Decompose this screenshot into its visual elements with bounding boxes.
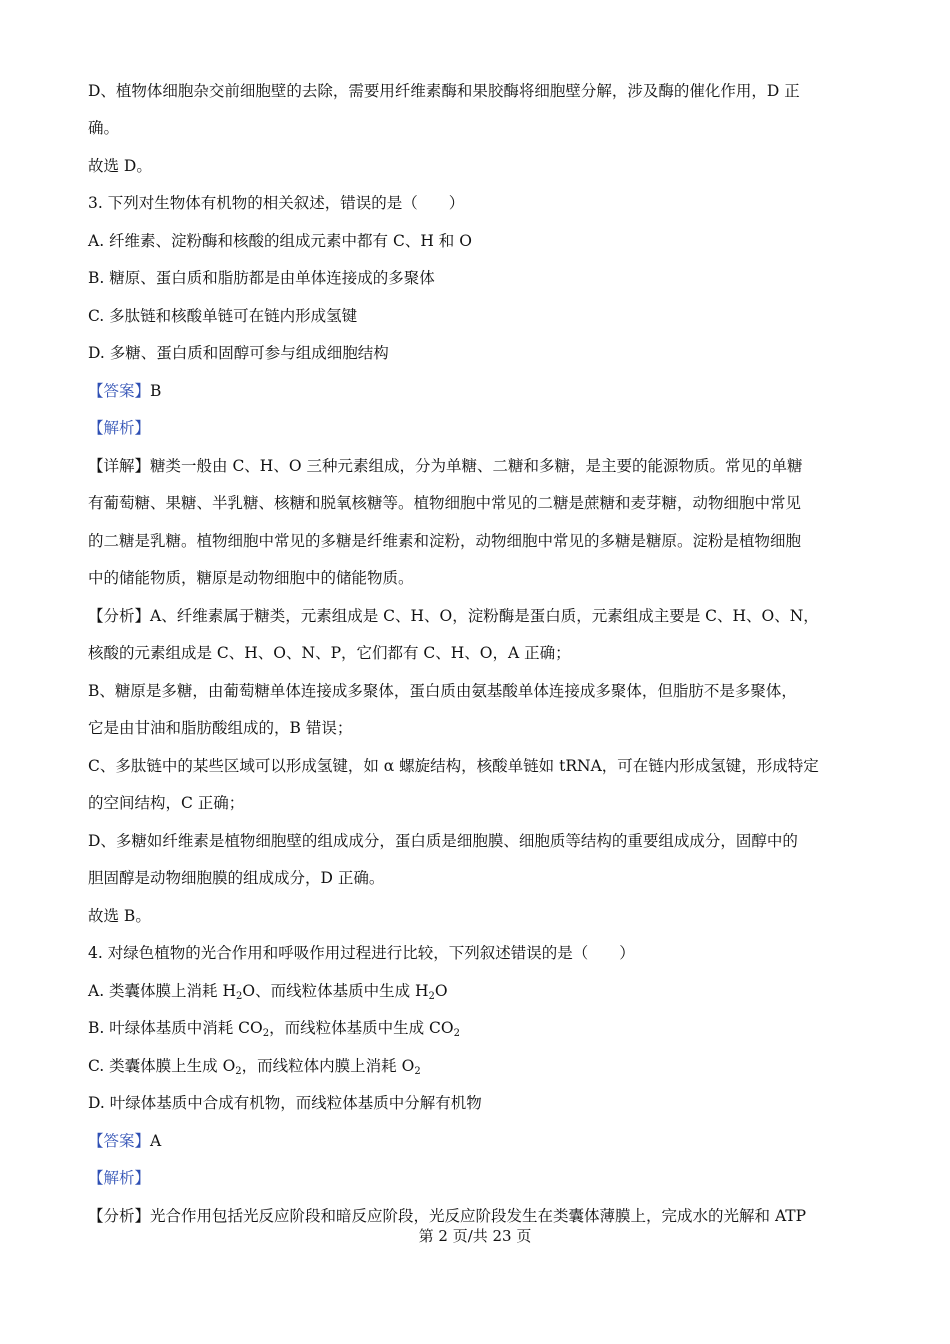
detail-text: 糖类一般由 C、H、O 三种元素组成，分为单糖、二糖和多糖，是主要的能源物质。常见的单糖 bbox=[150, 457, 803, 475]
text-line: C、多肽链中的某些区域可以形成氢键，如 α 螺旋结构，核酸单链如 tRNA，可在链内形成氢键，形成特定 bbox=[88, 757, 819, 775]
analysis-text: A、纤维素属于糖类，元素组成是 C、H、O，淀粉酶是蛋白质，元素组成主要是 C、H、O、N， bbox=[150, 607, 819, 625]
subscript: 2 bbox=[453, 1028, 460, 1039]
analysis-line bbox=[88, 1205, 868, 1227]
option-text: A. 类囊体膜上消耗 H bbox=[88, 982, 236, 1000]
analysis-line bbox=[88, 605, 868, 627]
answer-line bbox=[88, 1130, 868, 1152]
text-line: 有葡萄糖、果糖、半乳糖、核糖和脱氧核糖等。植物细胞中常见的二糖是蔗糖和麦芽糖，动物细胞中常见 bbox=[88, 494, 802, 512]
analysis-sub-tag: 【分析】 bbox=[88, 1207, 151, 1225]
question-3-option-c: C. 多肽链和核酸单链可在链内形成氢键 bbox=[88, 307, 358, 325]
option-text: C. 类囊体膜上生成 O bbox=[88, 1057, 236, 1075]
analysis-heading bbox=[88, 1167, 868, 1189]
subscript: 2 bbox=[414, 1066, 421, 1077]
question-3-option-b: B. 糖原、蛋白质和脂肪都是由单体连接成的多聚体 bbox=[88, 269, 435, 287]
answer-tag: 【答案】 bbox=[88, 1132, 151, 1150]
question-4-option-a bbox=[88, 980, 868, 1002]
text-line: 胆固醇是动物细胞膜的组成成分，D 正确。 bbox=[88, 869, 385, 887]
question-4-stem: 4. 对绿色植物的光合作用和呼吸作用过程进行比较，下列叙述错误的是（ ） bbox=[88, 944, 635, 962]
subscript: 2 bbox=[236, 991, 243, 1002]
answer-tag: 【答案】 bbox=[88, 382, 151, 400]
question-4-option-b bbox=[88, 1017, 868, 1039]
text-line: 故选 D。 bbox=[88, 157, 152, 175]
answer-value: B bbox=[150, 382, 162, 400]
question-4-option-c bbox=[88, 1055, 868, 1077]
analysis-tag: 【解析】 bbox=[88, 1169, 151, 1187]
text-line: 它是由甘油和脂肪酸组成的，B 错误； bbox=[88, 719, 353, 737]
text-line: 故选 B。 bbox=[88, 907, 151, 925]
question-3-stem: 3. 下列对生物体有机物的相关叙述，错误的是（ ） bbox=[88, 194, 465, 212]
question-4-option-d: D. 叶绿体基质中合成有机物，而线粒体基质中分解有机物 bbox=[88, 1094, 482, 1112]
answer-value: A bbox=[150, 1132, 162, 1150]
analysis-heading bbox=[88, 417, 868, 439]
option-text: B. 叶绿体基质中消耗 CO bbox=[88, 1019, 263, 1037]
text-line: B、糖原是多糖，由葡萄糖单体连接成多聚体，蛋白质由氨基酸单体连接成多聚体，但脂肪不是多聚体， bbox=[88, 682, 797, 700]
detail-tag: 【详解】 bbox=[88, 457, 151, 475]
page-footer: 第 2 页/共 23 页 bbox=[418, 1227, 532, 1245]
option-text: ，而线粒体内膜上消耗 O bbox=[241, 1057, 415, 1075]
text-line: 核酸的元素组成是 C、H、O、N、P，它们都有 C、H、O，A 正确； bbox=[88, 644, 571, 662]
text-line: D、植物体细胞杂交前细胞壁的去除，需要用纤维素酶和果胶酶将细胞壁分解，涉及酶的催化作用，D 正 bbox=[88, 82, 800, 100]
analysis-tag: 【解析】 bbox=[88, 419, 151, 437]
text-line: 确。 bbox=[88, 119, 120, 137]
analysis-sub-tag: 【分析】 bbox=[88, 607, 151, 625]
analysis-text: 光合作用包括光反应阶段和暗反应阶段，光反应阶段发生在类囊体薄膜上，完成水的光解和 ATP bbox=[150, 1207, 807, 1225]
text-line: 的空间结构，C 正确； bbox=[88, 794, 245, 812]
subscript: 2 bbox=[235, 1066, 242, 1077]
text-line: 中的储能物质，糖原是动物细胞中的储能物质。 bbox=[88, 569, 414, 587]
question-3-option-d: D. 多糖、蛋白质和固醇可参与组成细胞结构 bbox=[88, 344, 389, 362]
subscript: 2 bbox=[262, 1028, 270, 1039]
question-3-option-a: A. 纤维素、淀粉酶和核酸的组成元素中都有 C、H 和 O bbox=[88, 232, 472, 250]
option-text: ，而线粒体基质中生成 CO bbox=[269, 1019, 454, 1037]
subscript: 2 bbox=[428, 991, 435, 1002]
option-text: O、而线粒体基质中生成 H bbox=[242, 982, 429, 1000]
text-line: 的二糖是乳糖。植物细胞中常见的多糖是纤维素和淀粉，动物细胞中常见的多糖是糖原。淀粉是植物细胞 bbox=[88, 532, 802, 550]
detail-line bbox=[88, 455, 868, 477]
answer-line bbox=[88, 380, 868, 402]
option-text: O bbox=[434, 982, 448, 1000]
text-line: D、多糖如纤维素是植物细胞壁的组成成分，蛋白质是细胞膜、细胞质等结构的重要组成成分，固醇中的 bbox=[88, 832, 798, 850]
